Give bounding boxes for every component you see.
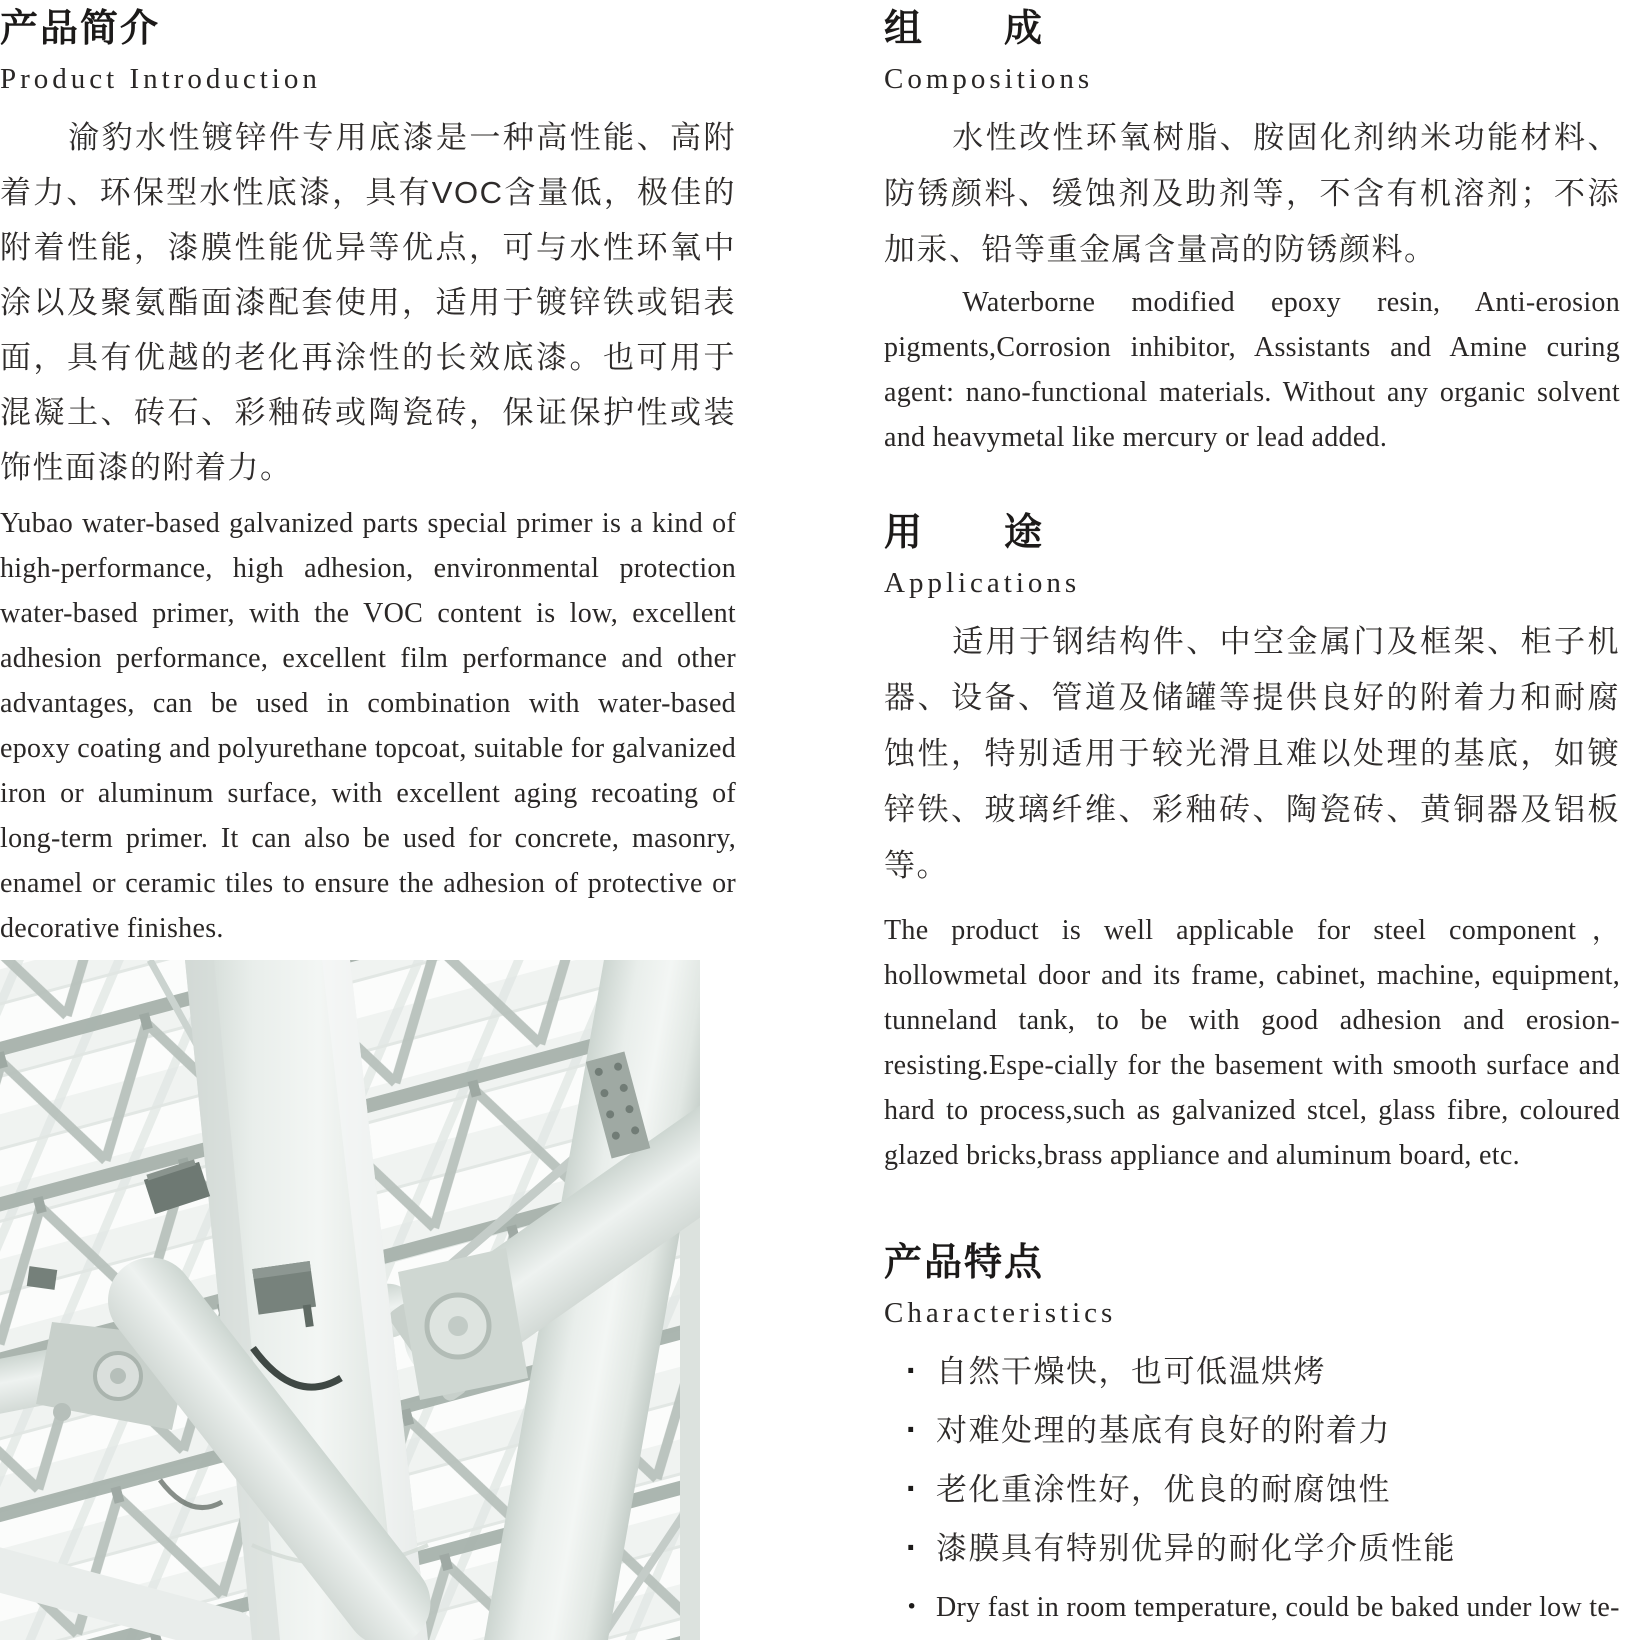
section-compositions [884,0,1620,460]
compositions-title-en: Compositions [884,63,1094,95]
bullet-dot: · [906,1352,919,1390]
bullet-text: 漆膜具有特别优异的耐化学介质性能 [936,1531,1456,1566]
product-introduction-body-en: Yubao water-based galvanized parts special primer is a kind of high-performance, high adhesion, environmental protection water-based primer, with the VOC content is low, excellent adhesion performance, excellent film performance and other advantages, can be used in combination with water-based epoxy coating and polyurethane topcoat, suitable for galvanized iron or aluminum surface, with excellent aging recoating of long-term primer. It can also be used for concrete, masonry, enamel or ceramic tiles to ensure the adhesion of protective or decorative finishes. [0,508,736,944]
bullet-text: 老化重涂性好，优良的耐腐蚀性 [936,1472,1391,1507]
product-introduction-title-zh: 产品简介 [0,8,161,50]
characteristics-title-zh: 产品特点 [884,1242,1045,1284]
compositions-title-zh: 组 成 [884,8,1045,50]
bullet-text: Dry fast in room temperature, could be baked under low te- [936,1592,1620,1623]
bullet-dot: · [906,1411,919,1449]
applications-title-zh: 用 途 [884,512,1045,554]
applications-body-zh: 适用于钢结构件、中空金属门及框架、柜子机器、设备、管道及储罐等提供良好的附着力和耐腐蚀性，特别适用于较光滑且难以处理的基底，如镀锌铁、玻璃纤维、彩釉砖、陶瓷砖、黄铜器及铝板等。 [884,624,1620,883]
compositions-body-zh: 水性改性环氧树脂、胺固化剂纳米功能材料、防锈颜料、缓蚀剂及助剂等，不含有机溶剂；不添加汞、铅等重金属含量高的防锈颜料。 [884,120,1620,267]
list-item [906,1588,1620,1628]
list-item [906,1470,1620,1510]
characteristics-title-en: Characteristics [884,1297,1117,1329]
steel-structure-photo-art [0,960,700,1640]
section-characteristics [884,1234,1620,1628]
steel-structure-photo [0,960,700,1640]
characteristics-list [884,1352,1620,1628]
applications-title-en: Applications [884,567,1081,599]
left-column [0,0,736,951]
product-introduction-title-en: Product Introduction [0,63,321,95]
section-applications [884,504,1620,1178]
bullet-dot: · [906,1588,918,1625]
right-column [884,0,1620,1640]
bullet-dot: · [906,1529,919,1567]
bullet-dot: · [906,1470,919,1508]
bullet-text: 自然干燥快，也可低温烘烤 [936,1354,1326,1389]
compositions-body-en: Waterborne modified epoxy resin, Anti-erosion pigments,Corrosion inhibitor, Assistants and Amine curing agent: nano-functional materials. Without any organic solvent and heavymetal like mercury or lead added. [884,287,1620,453]
applications-body-en: The product is well applicable for steel component，hollowmetal door and its frame, cabinet, machine, equipment, tunneland tank, to be with good adhesion and erosion-resisting.Espe-cially for the basement with smooth surface and hard to process,such as galvanized stcel, glass fibre, coloured glazed bricks,brass appliance and aluminum board, etc. [884,915,1620,1171]
product-introduction-body-zh: 渝豹水性镀锌件专用底漆是一种高性能、高附着力、环保型水性底漆，具有VOC含量低，极佳的附着性能，漆膜性能优异等优点，可与水性环氧中涂以及聚氨酯面漆配套使用，适用于镀锌铁或铝表面，具有优越的老化再涂性的长效底漆。也可用于混凝土、砖石、彩釉砖或陶瓷砖，保证保护性或装饰性面漆的附着力。 [0,120,736,485]
list-item [906,1411,1620,1451]
list-item [906,1529,1620,1569]
list-item [906,1352,1620,1392]
bullet-text: 对难处理的基底有良好的附着力 [936,1413,1391,1448]
section-product-introduction [0,0,736,951]
